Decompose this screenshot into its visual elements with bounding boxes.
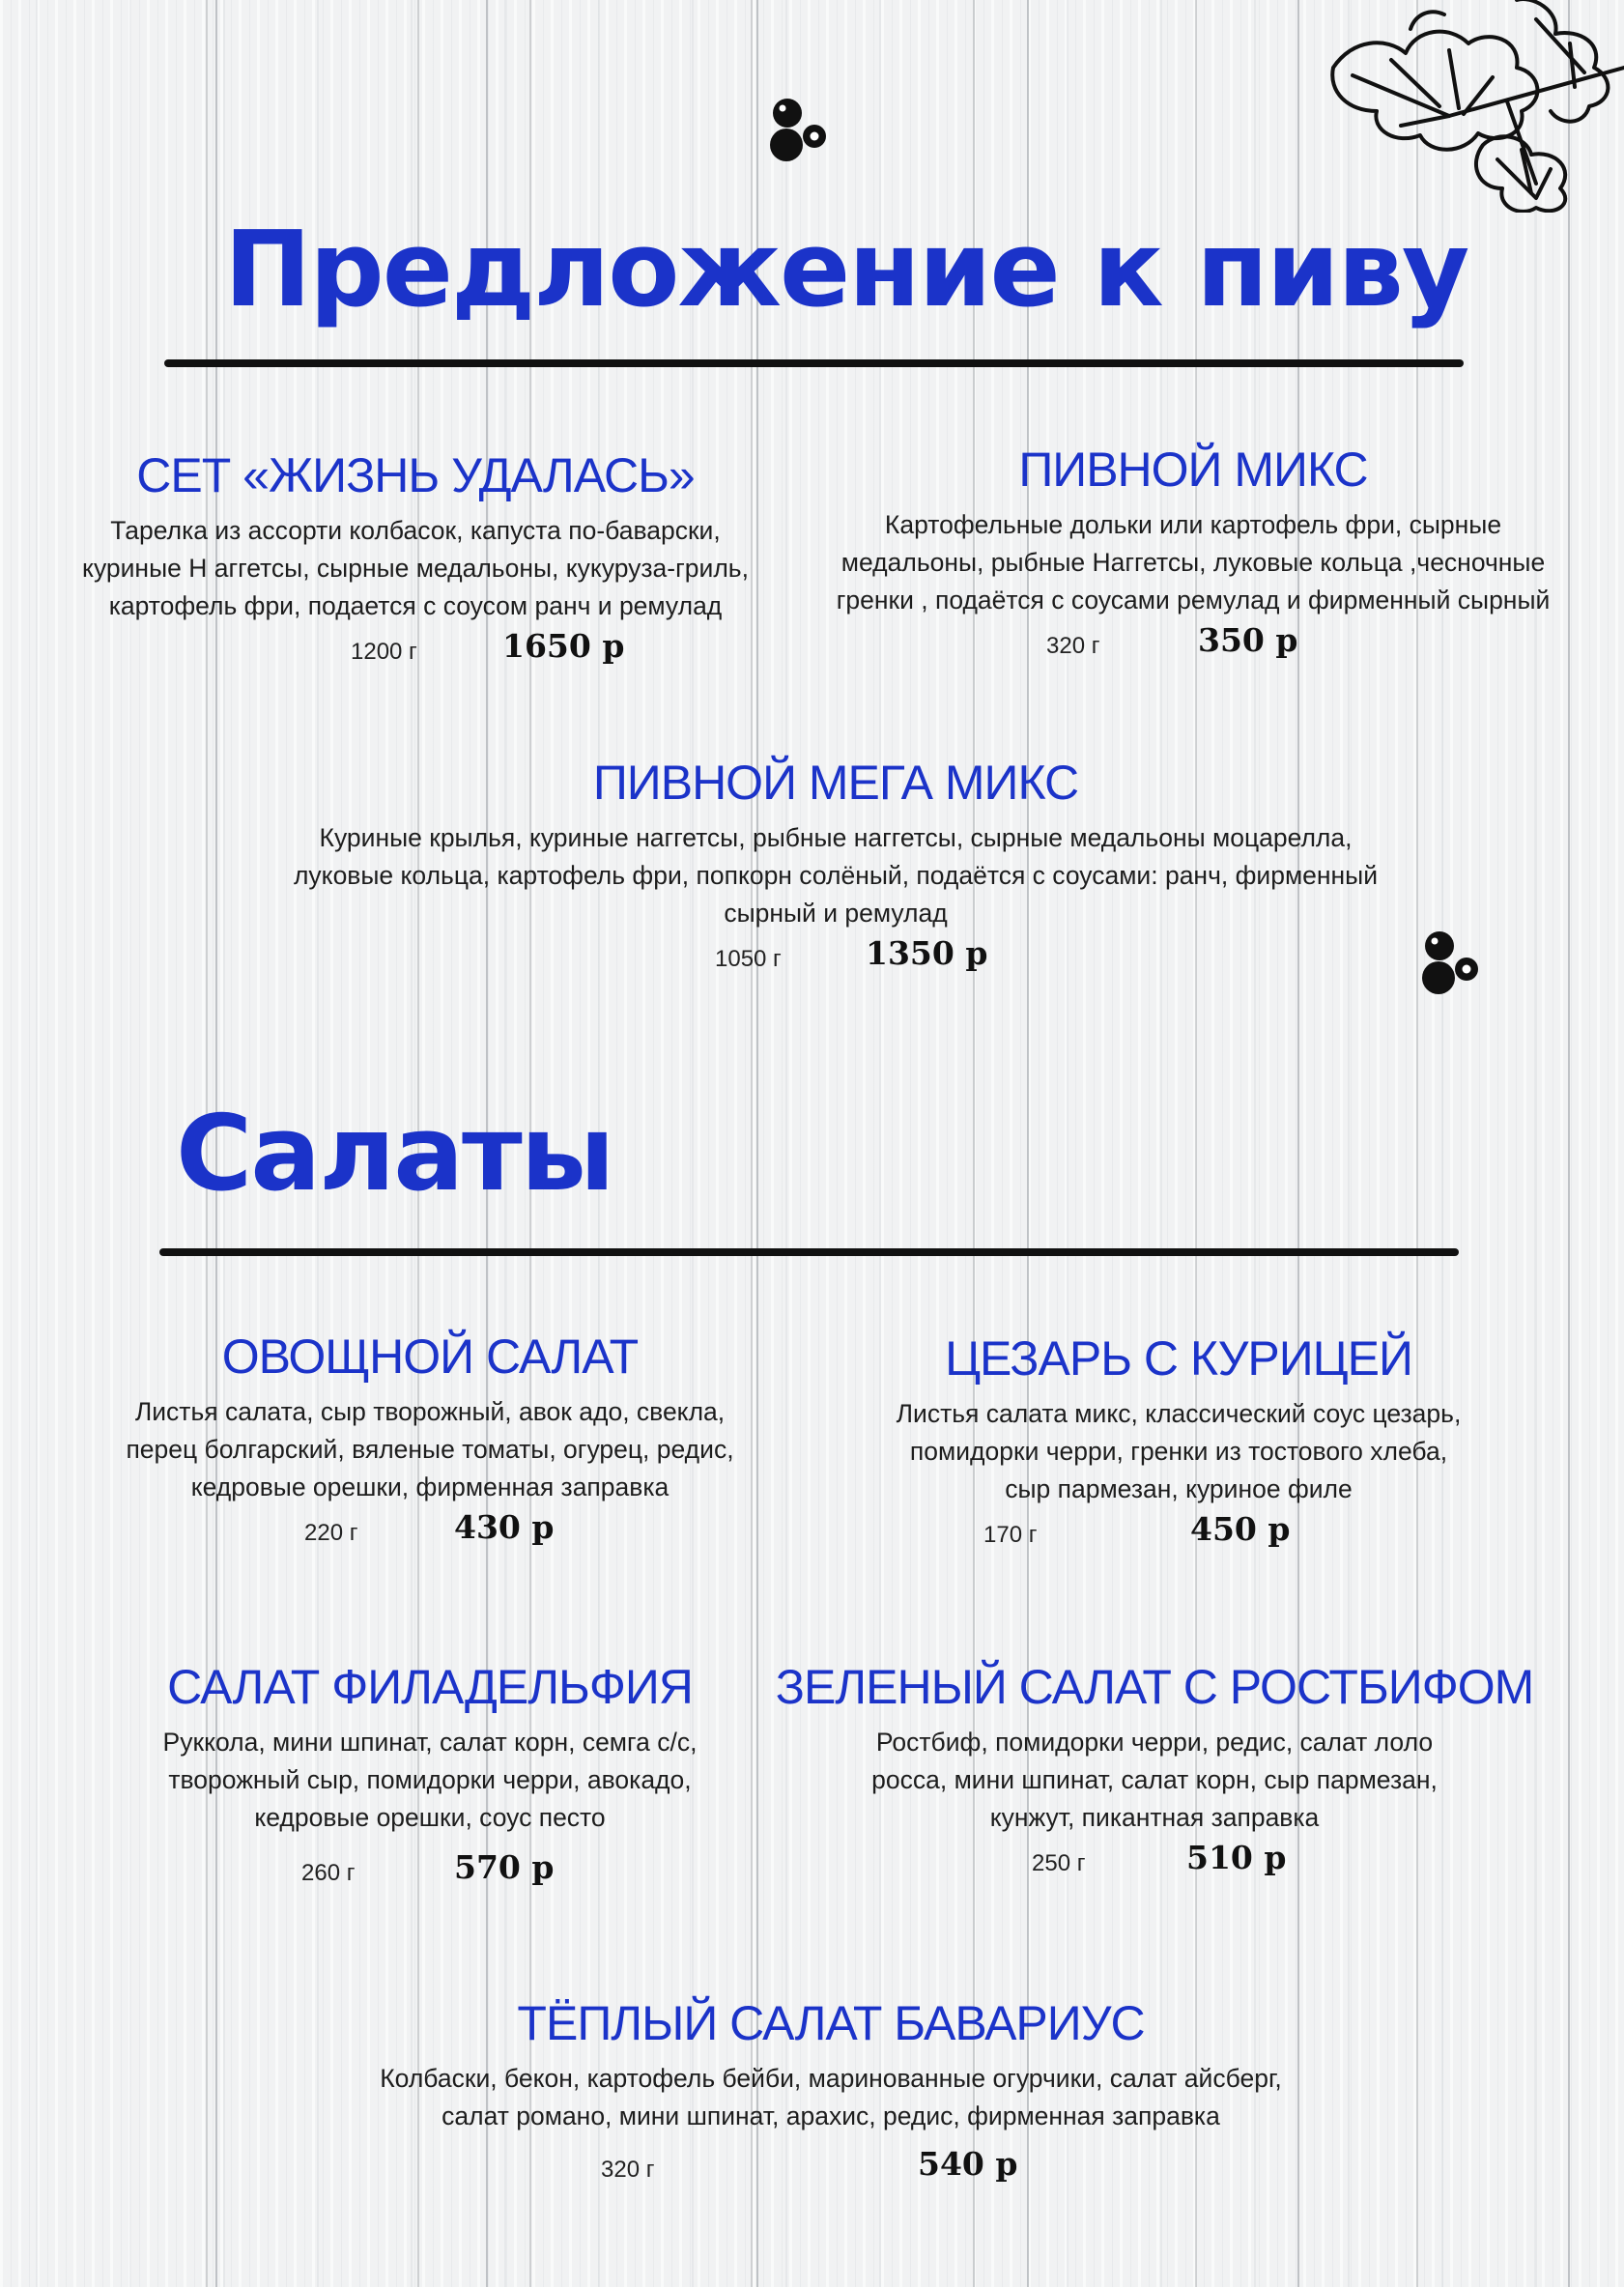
parsley-leaf-icon [1295,0,1624,213]
menu-item [53,1658,807,1897]
item-description: Руккола, мини шпинат, салат корн, семга с/с, творожный сыр, помидорки черри, авокадо, кедровые орешки, соус песто [162,1728,698,1832]
item-description: Ростбиф, помидорки черри, редис, салат лоло росса, мини шпинат, салат корн, сыр пармезан, кунжут, пикантная заправка [871,1728,1438,1832]
item-title: ТЁПЛЫЙ САЛАТ БАВАРИУС [517,1996,1145,2050]
item-price: 1650 р [502,627,625,665]
section-heading-beer: Предложение к пиву [224,210,1468,330]
berries-icon [763,95,831,168]
item-weight: 320 г [1046,633,1100,659]
section-heading-salads: Салаты [176,1094,613,1215]
item-title: ПИВНОЙ МИКС [1018,443,1368,497]
item-weight: 1050 г [715,946,782,972]
item-description: Картофельные дольки или картофель фри, сырные медальоны, рыбные Наггетсы, луковые кольца ,чесночные гренки , подаётся с соусами ремулад и фирменный сырный [836,510,1551,615]
menu-item [773,1658,1536,1887]
item-weight: 170 г [983,1522,1038,1548]
item-title: ЦЕЗАРЬ С КУРИЦЕЙ [945,1331,1412,1386]
item-description: Колбаски, бекон, картофель бейби, маринованные огурчики, салат айсберг, салат романо, мини шпинат, арахис, редис, фирменная заправка [380,2064,1282,2130]
menu-item [816,441,1570,670]
section-divider [164,359,1464,367]
item-weight: 320 г [601,2157,655,2183]
item-title: ПИВНОЙ МЕГА МИКС [592,756,1079,810]
item-weight: 1200 г [351,639,417,665]
menu-item [802,1329,1555,1558]
item-description: Тарелка из ассорти колбасок, капуста по-баварски, куриные Н аггетсы, сырные медальоны, кукуруза-гриль, картофель фри, подается с соусом ранч и ремулад [82,516,749,620]
item-price: 350 р [1198,621,1298,659]
item-price: 510 р [1186,1839,1287,1876]
item-price: 540 р [918,2145,1018,2183]
plank-line [1416,0,1418,2287]
section-divider [159,1248,1459,1256]
menu-item [39,446,792,675]
item-title: САЛАТ ФИЛАДЕЛЬФИЯ [167,1660,693,1714]
item-price: 450 р [1190,1510,1291,1548]
item-weight: 250 г [1032,1850,1086,1876]
item-description: Куриные крылья, куриные наггетсы, рыбные наггетсы, сырные медальоны моцарелла, луковые кольца, картофель фри, попкорн солёный, подаётся с соусами: ранч, фирменный сырный и ремулад [293,823,1379,928]
item-description: Листья салата микс, классический соус цезарь, помидорки черри, гренки из тостового хлеба, сыр пармезан, куриное филе [896,1399,1462,1503]
item-description: Листья салата, сыр творожный, авок адо, свекла, перец болгарский, вяленые томаты, огурец, редис, кедровые орешки, фирменная заправка [126,1397,734,1501]
menu-item [53,1328,807,1557]
item-title: ОВОЩНОЙ САЛАТ [221,1329,639,1384]
menu-item [290,1994,1372,2193]
item-title: ЗЕЛЕНЫЙ САЛАТ С РОСТБИФОМ [775,1660,1534,1714]
item-price: 430 р [454,1508,555,1546]
menu-item [242,754,1430,983]
plank-line [751,0,753,2287]
item-price: 570 р [454,1848,555,1886]
item-weight: 220 г [304,1520,358,1546]
item-title: СЕТ «ЖИЗНЬ УДАЛАСЬ» [136,448,695,502]
plank-line [973,0,975,2287]
plank-line [1195,0,1197,2287]
item-price: 1350 р [866,934,988,972]
item-weight: 260 г [301,1860,356,1886]
